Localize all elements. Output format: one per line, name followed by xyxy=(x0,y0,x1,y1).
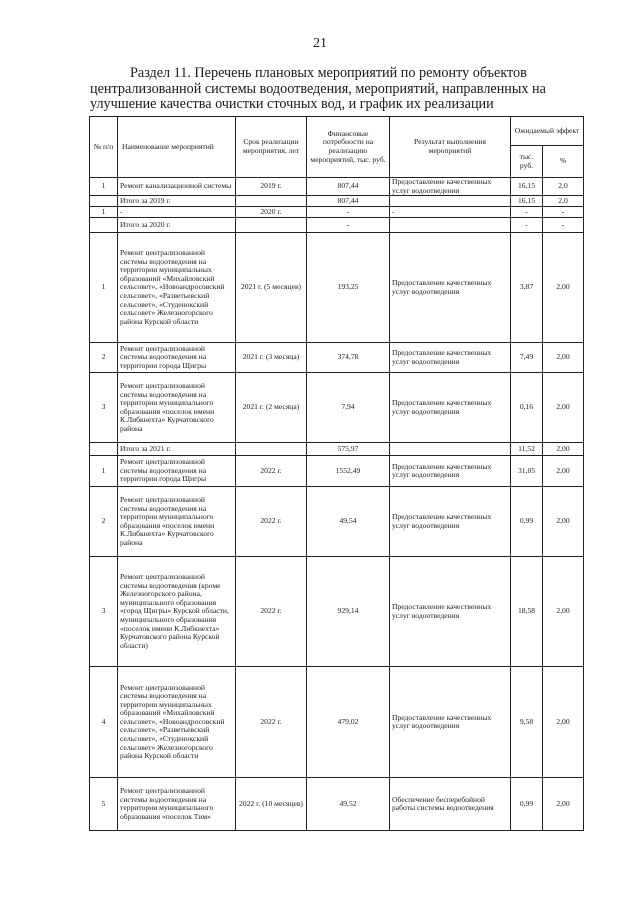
header-effect-abs: тыс. руб. xyxy=(511,146,543,178)
table-row xyxy=(90,343,584,373)
cell-term: 2020 г. xyxy=(236,207,307,218)
cell-effect-pct: 2,0 xyxy=(543,178,584,196)
header-result: Результат выполнения мероприятий xyxy=(390,117,511,178)
total-row xyxy=(90,443,584,456)
cell-term: 2022 г. xyxy=(236,667,307,778)
cell-result xyxy=(390,218,511,233)
cell-result: Предоставление качественных услуг водоотведения xyxy=(390,557,511,667)
cell-finance: 193,25 xyxy=(307,233,390,343)
cell-name: Ремонт централизованной системы водоотведения на территории города Щигры xyxy=(118,343,236,373)
cell-name: Ремонт централизованной системы водоотведения на территории города Щигры xyxy=(118,456,236,487)
cell-effect-pct: - xyxy=(543,218,584,233)
cell-finance: 7,94 xyxy=(307,373,390,443)
cell-name: Ремонт централизованной системы водоотведения (кроме Железногорского района, муниципального образования «город Щигры» Курской области, муниципального образования «поселок имени К.Либкнехта» Курчатовского района Курской области) xyxy=(118,557,236,667)
cell-name: Ремонт централизованной системы водоотведения на территории муниципального образования «поселок имени К.Либкнехта» Курчатовского района xyxy=(118,373,236,443)
section-heading xyxy=(90,66,580,113)
table-row xyxy=(90,557,584,667)
cell-total-label: Итого за 2021 г. xyxy=(118,443,236,456)
cell-term: 2022 г. xyxy=(236,557,307,667)
cell-effect-abs: 16,15 xyxy=(511,178,543,196)
cell-num: 1 xyxy=(90,233,118,343)
cell-num: 4 xyxy=(90,667,118,778)
header-effect-pct: % xyxy=(543,146,584,178)
cell-effect-abs: 3,87 xyxy=(511,233,543,343)
cell-result: Предоставление качественных услуг водоотведения xyxy=(390,343,511,373)
cell-finance: 807,44 xyxy=(307,178,390,196)
cell-term xyxy=(236,196,307,207)
cell-effect-pct: 2,00 xyxy=(543,557,584,667)
total-row xyxy=(90,196,584,207)
cell-effect-pct: 2,00 xyxy=(543,343,584,373)
cell-finance: - xyxy=(307,207,390,218)
cell-finance: 49,54 xyxy=(307,487,390,557)
cell-term: 2022 г. xyxy=(236,456,307,487)
header-name: Наименование мероприятий xyxy=(118,117,236,178)
cell-term: 2019 г. xyxy=(236,178,307,196)
cell-name: Ремонт централизованной системы водоотведения на территории муниципального образования «поселок имени К.Либкнехта» Курчатовского района xyxy=(118,487,236,557)
heading-line-1: Раздел 11. Перечень плановых мероприятий по ремонту объектов xyxy=(130,65,527,81)
table-row xyxy=(90,667,584,778)
cell-num: 1 xyxy=(90,456,118,487)
table-row xyxy=(90,207,584,218)
header-num: № п/п xyxy=(90,117,118,178)
cell-effect-abs: 9,58 xyxy=(511,667,543,778)
cell-name: Ремонт канализационной системы xyxy=(118,178,236,196)
cell-effect-abs: 31,05 xyxy=(511,456,543,487)
table-row xyxy=(90,487,584,557)
cell-effect-pct: 2,00 xyxy=(543,778,584,831)
cell-result: Предоставление качественных услуг водоотведения xyxy=(390,487,511,557)
cell-term: 2021 г. (5 месяцев) xyxy=(236,233,307,343)
cell-finance: 479,02 xyxy=(307,667,390,778)
cell-result xyxy=(390,443,511,456)
cell-term: 2022 г. xyxy=(236,487,307,557)
cell-num xyxy=(90,218,118,233)
page-number: 21 xyxy=(313,36,327,51)
cell-effect-pct: - xyxy=(543,207,584,218)
heading-line-2: централизованной системы водоотведения, мероприятий, направленных на xyxy=(90,80,546,97)
table-row xyxy=(90,233,584,343)
cell-finance: 374,78 xyxy=(307,343,390,373)
table-row xyxy=(90,456,584,487)
cell-result: Предоставление качественных услуг водоотведения xyxy=(390,456,511,487)
measures-table xyxy=(89,116,584,831)
cell-num: 2 xyxy=(90,343,118,373)
cell-finance: 1552,49 xyxy=(307,456,390,487)
cell-result: Предоставление качественных услуг водоотведения xyxy=(390,233,511,343)
cell-effect-pct: 2,00 xyxy=(543,443,584,456)
cell-term: 2021 г. (2 месяца) xyxy=(236,373,307,443)
cell-effect-pct: 2,00 xyxy=(543,456,584,487)
cell-effect-abs: 7,49 xyxy=(511,343,543,373)
heading-line-3: улучшение качества очистки сточных вод, и график их реализации xyxy=(90,96,494,112)
cell-name: - xyxy=(118,207,236,218)
cell-result: - xyxy=(390,207,511,218)
cell-num: 3 xyxy=(90,373,118,443)
cell-name: Ремонт централизованной системы водоотведения на территории муниципальных образований «Михайловский сельсовет», «Новоандросовский сельсовет», «Разветьевский сельсовет», «Студенокский сельсовет» Железногорского района Курской области xyxy=(118,233,236,343)
header-term: Срок реализации мероприятия, лет xyxy=(236,117,307,178)
table-row xyxy=(90,778,584,831)
cell-num: 1 xyxy=(90,207,118,218)
cell-num xyxy=(90,443,118,456)
cell-result: Предоставление качественных услуг водоотведения xyxy=(390,667,511,778)
table-row xyxy=(90,178,584,196)
cell-term xyxy=(236,443,307,456)
cell-total-label: Итого за 2020 г. xyxy=(118,218,236,233)
cell-effect-pct: 2,00 xyxy=(543,667,584,778)
cell-name: Ремонт централизованной системы водоотведения на территории муниципального образования «поселок Тим» xyxy=(118,778,236,831)
cell-effect-abs: 0,16 xyxy=(511,373,543,443)
cell-term: 2022 г. (10 месяцев) xyxy=(236,778,307,831)
cell-effect-abs: - xyxy=(511,207,543,218)
header-finance: Финансовые потребности на реализацию мероприятий, тыс. руб. xyxy=(307,117,390,178)
cell-term: 2021 г. (3 месяца) xyxy=(236,343,307,373)
cell-finance: 49,52 xyxy=(307,778,390,831)
cell-num: 5 xyxy=(90,778,118,831)
cell-effect-abs: 0,99 xyxy=(511,778,543,831)
cell-effect-abs: 11,52 xyxy=(511,443,543,456)
table-body xyxy=(90,178,584,831)
cell-effect-pct: 2,00 xyxy=(543,373,584,443)
cell-effect-abs: - xyxy=(511,218,543,233)
cell-effect-abs: 16,15 xyxy=(511,196,543,207)
cell-result: Предоставление качественных услуг водоотведения xyxy=(390,178,511,196)
cell-name: Ремонт централизованной системы водоотведения на территории муниципальных образований «Михайловский сельсовет», «Новоандросовский сельсовет», «Разветьевский сельсовет», «Студенокский сельсовет» Железногорского района Курской области xyxy=(118,667,236,778)
cell-effect-pct: 2,00 xyxy=(543,487,584,557)
cell-term xyxy=(236,218,307,233)
cell-finance: 929,14 xyxy=(307,557,390,667)
cell-finance: 575,97 xyxy=(307,443,390,456)
cell-effect-abs: 0,99 xyxy=(511,487,543,557)
cell-finance: - xyxy=(307,218,390,233)
cell-result: Обеспечение бесперебойной работы системы водоотведения xyxy=(390,778,511,831)
cell-num: 2 xyxy=(90,487,118,557)
table-row xyxy=(90,373,584,443)
cell-num xyxy=(90,196,118,207)
cell-result: Предоставление качественных услуг водоотведения xyxy=(390,373,511,443)
cell-num: 3 xyxy=(90,557,118,667)
cell-effect-pct: 2,0 xyxy=(543,196,584,207)
cell-finance: 807,44 xyxy=(307,196,390,207)
cell-total-label: Итого за 2019 г. xyxy=(118,196,236,207)
cell-result xyxy=(390,196,511,207)
total-row xyxy=(90,218,584,233)
cell-effect-abs: 18,58 xyxy=(511,557,543,667)
cell-num: 1 xyxy=(90,178,118,196)
header-effect: Ожидаемый эффект xyxy=(511,117,584,146)
cell-effect-pct: 2,00 xyxy=(543,233,584,343)
